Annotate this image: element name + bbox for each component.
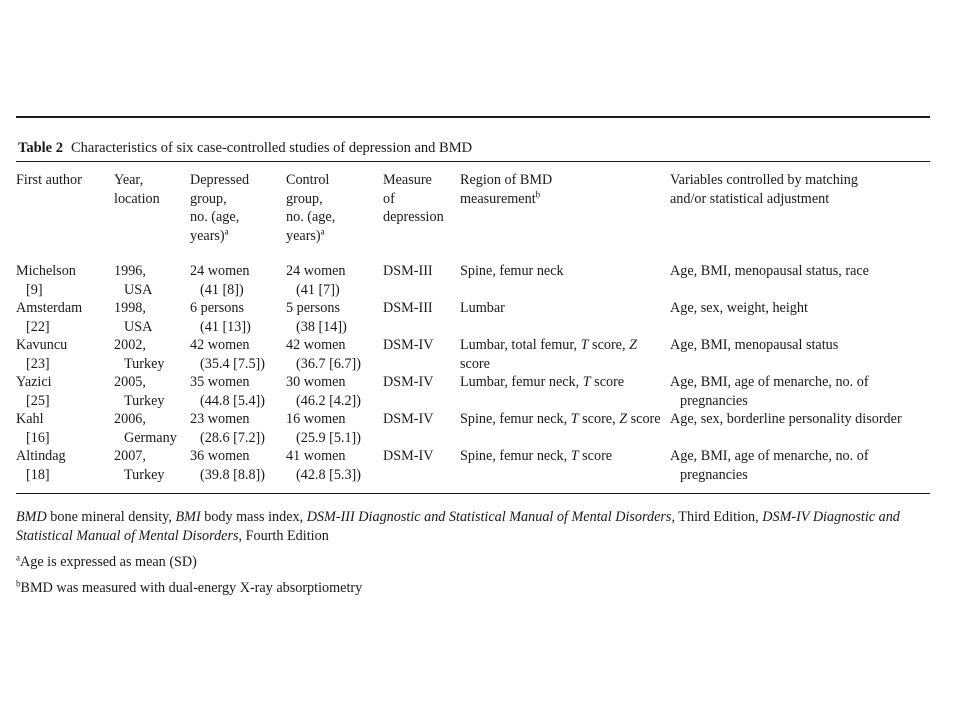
cell-variables [670, 336, 930, 373]
cell-year-location [114, 373, 190, 410]
region-text: score [578, 448, 613, 464]
cell-year-location [114, 410, 190, 447]
column-header [114, 162, 190, 253]
measure-of-depression: DSM-IV [383, 374, 434, 390]
year: 2007, [114, 448, 146, 464]
author-name: Yazici [16, 374, 52, 390]
table-row [16, 373, 930, 410]
reference-number: [22] [26, 318, 50, 335]
control-count: 41 women [286, 448, 346, 464]
column-header [460, 162, 670, 253]
table-header [16, 162, 930, 253]
region-text: Spine, femur neck [460, 263, 564, 279]
data-table [16, 162, 930, 493]
control-age: (36.7 [6.7]) [296, 355, 362, 372]
column-header-line: and/or statistical adjustment [670, 190, 830, 207]
depressed-age: (41 [13]) [200, 318, 251, 335]
reference-number: [23] [26, 355, 50, 372]
cell-variables [670, 299, 930, 336]
variables-line: Age, BMI, menopausal status [670, 337, 839, 353]
variables-line: Age, BMI, age of menarche, no. of [670, 374, 869, 390]
cell-control-group [286, 447, 383, 493]
region-text: T [582, 374, 591, 390]
variables-line: Age, BMI, menopausal status, race [670, 263, 869, 279]
column-header-line: group, [190, 190, 227, 207]
cell-depressed-group [190, 253, 286, 299]
footnote-mark: a [224, 225, 229, 236]
cell-first-author [16, 336, 114, 373]
region-text: Z [629, 337, 637, 353]
author-name: Amsterdam [16, 300, 83, 316]
location: Germany [124, 429, 177, 446]
depressed-age: (35.4 [7.5]) [200, 355, 266, 372]
column-header-line: Region of BMD [460, 172, 553, 188]
control-count: 5 persons [286, 300, 340, 316]
year: 2006, [114, 411, 146, 427]
cell-first-author [16, 373, 114, 410]
abbreviation-term: BMI [175, 509, 201, 525]
cell-first-author [16, 299, 114, 336]
depressed-count: 36 women [190, 448, 250, 464]
column-header-line: years) [190, 227, 225, 244]
measure-of-depression: DSM-IV [383, 448, 434, 464]
variables-line: Age, sex, borderline personality disorder [670, 411, 902, 427]
column-header-line: no. (age, [190, 209, 240, 225]
table-title: Characteristics of six case-controlled studies of depression and BMD [71, 140, 473, 156]
table-body [16, 253, 930, 493]
variables-line: Age, sex, weight, height [670, 300, 808, 316]
depressed-count: 6 persons [190, 300, 244, 316]
cell-control-group [286, 299, 383, 336]
region-text: Lumbar, total femur, [460, 337, 581, 353]
cell-first-author [16, 410, 114, 447]
location: USA [124, 318, 153, 335]
variables-line: pregnancies [680, 392, 748, 409]
author-name: Kavuncu [16, 337, 68, 353]
reference-number: [18] [26, 466, 50, 483]
region-text: Lumbar [460, 300, 505, 316]
column-header-line: location [114, 190, 160, 207]
table-notes [16, 494, 930, 597]
cell-depressed-group [190, 410, 286, 447]
depressed-age: (39.8 [8.8]) [200, 466, 266, 483]
measure-of-depression: DSM-IV [383, 337, 434, 353]
cell-first-author [16, 447, 114, 493]
cell-region [460, 253, 670, 299]
cell-measure [383, 299, 460, 336]
abbreviation-definition: body mass index, [200, 509, 304, 525]
column-header-line: group, [286, 190, 323, 207]
cell-depressed-group [190, 447, 286, 493]
control-count: 16 women [286, 411, 346, 427]
column-header-line: years) [286, 227, 321, 244]
column-header [16, 162, 114, 253]
column-header-line: of [383, 190, 395, 207]
measure-of-depression: DSM-III [383, 300, 433, 316]
abbreviations-note [16, 508, 930, 545]
footnote-a-mark: a [16, 552, 20, 563]
variables-line: pregnancies [680, 466, 748, 483]
column-header [670, 162, 930, 253]
region-text: Spine, femur neck, [460, 411, 571, 427]
author-name: Altindag [16, 448, 66, 464]
control-age: (42.8 [5.3]) [296, 466, 362, 483]
column-header-line: depression [383, 209, 444, 225]
footnote-b-mark: b [16, 577, 21, 588]
cell-depressed-group [190, 373, 286, 410]
header-row [16, 162, 930, 253]
column-header [286, 162, 383, 253]
table-row [16, 253, 930, 299]
column-header-line: measurement [460, 190, 536, 207]
column-header-line: no. (age, [286, 209, 336, 225]
cell-year-location [114, 336, 190, 373]
abbreviation-term: DSM-IV Diagnostic and Statistical Manual of Mental Disorders [16, 509, 900, 544]
control-count: 24 women [286, 263, 346, 279]
location: Turkey [124, 355, 165, 372]
location: USA [124, 281, 153, 298]
column-header-line: Measure [383, 172, 432, 188]
author-name: Kahl [16, 411, 44, 427]
column-header-line: Depressed [190, 172, 250, 188]
year: 1996, [114, 263, 146, 279]
cell-measure [383, 410, 460, 447]
column-header [190, 162, 286, 253]
table-row [16, 336, 930, 373]
abbreviation-definition: , Third Edition, [671, 509, 759, 525]
region-text: Lumbar, femur neck, [460, 374, 583, 390]
table-block [16, 116, 930, 604]
cell-depressed-group [190, 336, 286, 373]
control-count: 42 women [286, 337, 346, 353]
reference-number: [9] [26, 281, 43, 298]
footnote-b [16, 579, 930, 598]
footnote-a [16, 553, 930, 572]
control-age: (41 [7]) [296, 281, 340, 298]
region-text: score [590, 374, 625, 390]
cell-region [460, 373, 670, 410]
control-count: 30 women [286, 374, 346, 390]
table-row [16, 447, 930, 493]
cell-region [460, 410, 670, 447]
footnote-mark: b [535, 188, 541, 199]
location: Turkey [124, 392, 165, 409]
footnote-mark: a [320, 225, 325, 236]
reference-number: [25] [26, 392, 50, 409]
cell-control-group [286, 410, 383, 447]
region-text: score, [588, 337, 630, 353]
cell-measure [383, 447, 460, 493]
footnote-a-text: Age is expressed as mean (SD) [20, 554, 197, 570]
cell-control-group [286, 253, 383, 299]
cell-first-author [16, 253, 114, 299]
depressed-count: 23 women [190, 411, 250, 427]
control-age: (46.2 [4.2]) [296, 392, 362, 409]
cell-region [460, 299, 670, 336]
region-text: score, [578, 411, 620, 427]
cell-measure [383, 336, 460, 373]
cell-year-location [114, 447, 190, 493]
footnote-b-text: BMD was measured with dual-energy X-ray absorptiometry [20, 579, 363, 596]
region-text: score [627, 411, 661, 427]
depressed-count: 35 women [190, 374, 250, 390]
cell-measure [383, 373, 460, 410]
depressed-age: (41 [8]) [200, 281, 244, 298]
column-header-line: Year, [114, 172, 144, 188]
reference-number: [16] [26, 429, 50, 446]
depressed-age: (28.6 [7.2]) [200, 429, 266, 446]
abbreviation-term: DSM-III Diagnostic and Statistical Manual of Mental Disorders [306, 509, 672, 525]
column-header-line: First author [16, 172, 82, 188]
measure-of-depression: DSM-IV [383, 411, 434, 427]
table-label: Table 2 [18, 140, 63, 156]
column-header-line: Variables controlled by matching [670, 172, 858, 188]
cell-control-group [286, 373, 383, 410]
region-text: Z [619, 411, 628, 427]
year: 1998, [114, 300, 146, 316]
abbreviation-definition: , Fourth Edition [238, 527, 329, 544]
cell-year-location [114, 299, 190, 336]
region-text: score [460, 355, 490, 372]
variables-line: Age, BMI, age of menarche, no. of [670, 448, 869, 464]
control-age: (25.9 [5.1]) [296, 429, 362, 446]
depressed-count: 42 women [190, 337, 250, 353]
column-header-line: Control [286, 172, 330, 188]
location: Turkey [124, 466, 165, 483]
region-text: Spine, femur neck, [460, 448, 571, 464]
column-header [383, 162, 460, 253]
abbreviation-term: BMD [16, 509, 47, 525]
cell-variables [670, 410, 930, 447]
abbreviation-definition: bone mineral density, [46, 509, 172, 525]
cell-year-location [114, 253, 190, 299]
control-age: (38 [14]) [296, 318, 347, 335]
cell-variables [670, 447, 930, 493]
year: 2002, [114, 337, 146, 353]
year: 2005, [114, 374, 146, 390]
region-text: T [570, 411, 579, 427]
table-row [16, 410, 930, 447]
region-text: T [570, 448, 579, 464]
table-caption [16, 118, 930, 161]
cell-depressed-group [190, 299, 286, 336]
cell-region [460, 336, 670, 373]
depressed-count: 24 women [190, 263, 250, 279]
cell-control-group [286, 336, 383, 373]
table-row [16, 299, 930, 336]
cell-measure [383, 253, 460, 299]
author-name: Michelson [16, 263, 76, 279]
cell-variables [670, 373, 930, 410]
depressed-age: (44.8 [5.4]) [200, 392, 266, 409]
cell-region [460, 447, 670, 493]
measure-of-depression: DSM-III [383, 263, 433, 279]
cell-variables [670, 253, 930, 299]
region-text: T [580, 337, 589, 353]
